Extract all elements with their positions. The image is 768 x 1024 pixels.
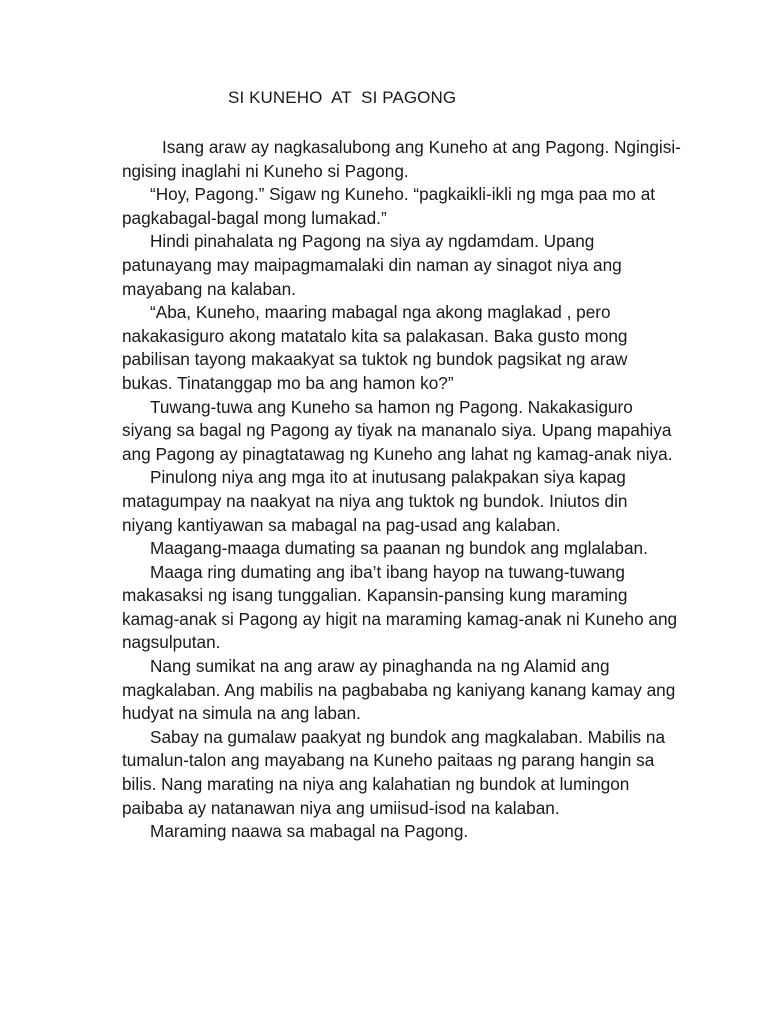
paragraph: Nang sumikat na ang araw ay pinaghanda na ng Alamid ang magkalaban. Ang mabilis na pagbababa ng kaniyang kanang kamay ang hudyat na simula na ang laban.: [122, 656, 676, 724]
paragraph: Pinulong niya ang mga ito at inutusang palakpakan siya kapag matagumpay na naakyat na niya ang tuktok ng bundok. Iniutos din niyang kantiyawan sa mabagal na pag-usad ang kalaban.: [122, 467, 628, 535]
paragraph: Isang araw ay nagkasalubong ang Kuneho at ang Pagong. Ngingisi-ngising inaglahi ni Kuneho si Pagong.: [122, 137, 681, 181]
paragraph: Maraming naawa sa mabagal na Pagong.: [150, 821, 469, 842]
paragraph: Hindi pinahalata ng Pagong na siya ay ngdamdam. Upang patunayang may maipagmamalaki din naman ay sinagot niya ang mayabang na kalaban.: [122, 231, 622, 299]
paragraph: Sabay na gumalaw paakyat ng bundok ang magkalaban. Mabilis na tumalun-talon ang mayabang na Kuneho paitaas ng parang hangin sa bilis. Nang marating na niya ang kalahatian ng bundok at lumingon paibaba ay natanawan niya ang umiisud-isod na kalaban.: [122, 726, 666, 818]
paragraph: “Aba, Kuneho, maaring mabagal nga akong maglakad , pero nakakasiguro akong matatalo kita sa palakasan. Baka gusto mong pabilisan tayong makaakyat sa tuktok ng bundok pagsikat ng araw bukas. Tinatanggap mo ba ang hamon ko?”: [122, 302, 628, 393]
paragraph: “Hoy, Pagong.” Sigaw ng Kuneho. “pagkaikli-ikli ng mga paa mo at pagkabagal-bagal mong lumakad.”: [122, 184, 656, 228]
paragraph: Maaga ring dumating ang iba’t ibang hayop na tuwang-tuwang makasaksi ng isang tunggalian. Kapansin-pansing kung maraming kamag-anak si Pagong ay higit na maraming kamag-anak ni Kuneho ang nagsulputan.: [122, 561, 678, 653]
paragraph: Maagang-maaga dumating sa paanan ng bundok ang mglalaban.: [150, 538, 648, 559]
story-body: [122, 136, 682, 844]
paragraph: Tuwang-tuwa ang Kuneho sa hamon ng Pagong. Nakakasiguro siyang sa bagal ng Pagong ay tiyak na mananalo siya. Upang mapahiya ang Pagong ay pinagtatawag ng Kuneho ang lahat ng kamag-anak niya.: [122, 396, 673, 464]
story-title: SI KUNEHO AT SI PAGONG: [228, 88, 457, 107]
